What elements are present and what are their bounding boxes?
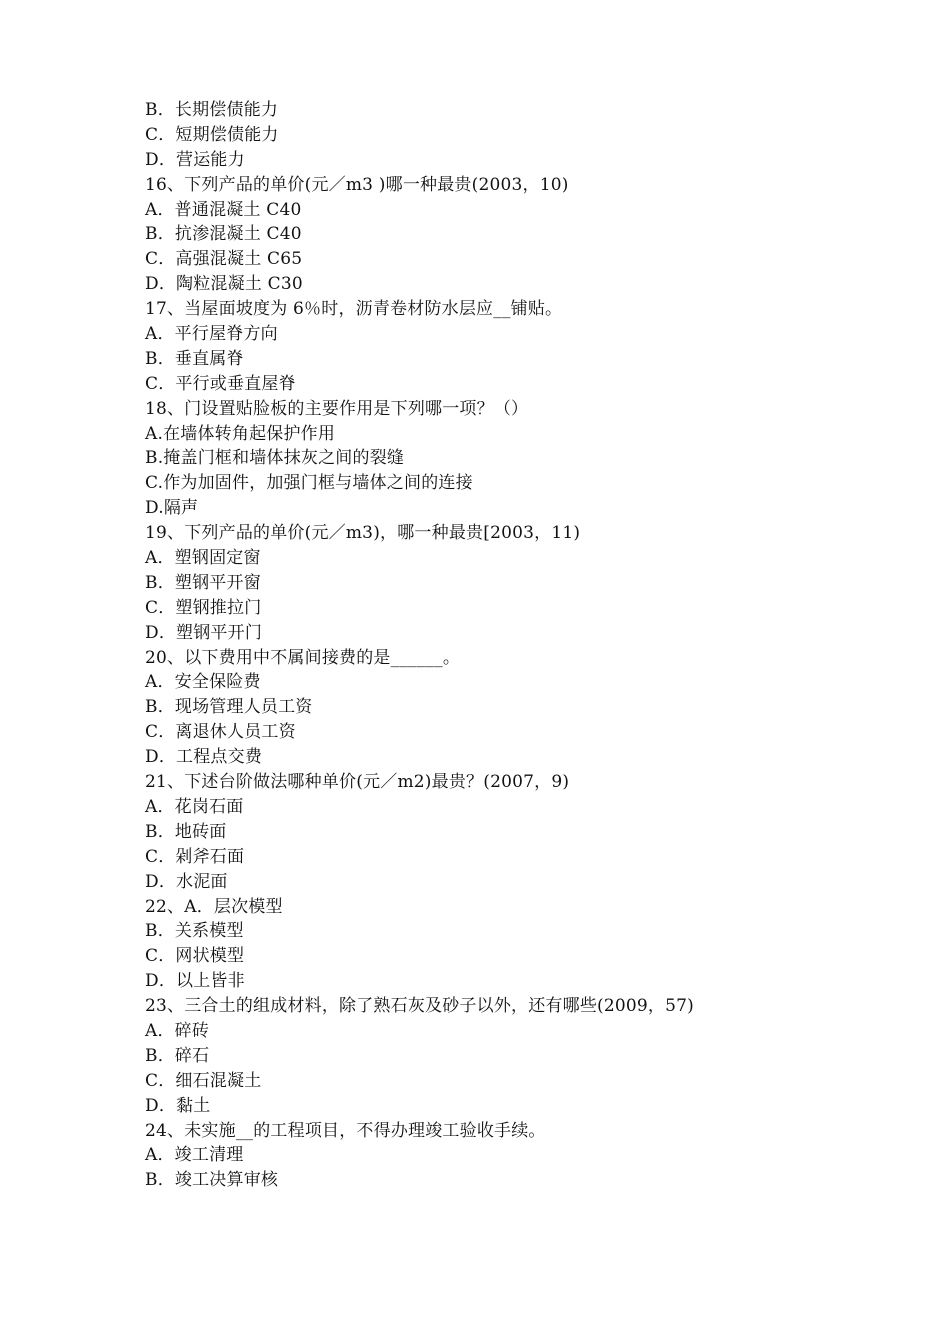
option-line: C．高强混凝土 C65	[145, 249, 303, 270]
option-line: D．陶粒混凝土 C30	[145, 274, 303, 295]
option-line: D．塑钢平开门	[145, 622, 263, 643]
option-line: B．地砖面	[145, 821, 227, 842]
question-line: 23、三合土的组成材料，除了熟石灰及砂子以外，还有哪些(2009，57)	[145, 996, 694, 1017]
option-line: B．抗渗混凝土 C40	[145, 224, 302, 245]
option-line: A．普通混凝土 C40	[145, 199, 302, 220]
option-line: C．细石混凝土	[145, 1070, 262, 1091]
option-line: A．塑钢固定窗	[145, 548, 261, 569]
option-line: C.作为加固件，加强门框与墙体之间的连接	[145, 473, 473, 494]
question-line: 22、A．层次模型	[145, 896, 283, 917]
option-line: C．离退休人员工资	[145, 722, 296, 743]
option-line: A．花岗石面	[145, 796, 244, 817]
option-line: D．以上皆非	[145, 971, 245, 992]
option-line: B．竣工决算审核	[145, 1170, 279, 1191]
option-line: D.隔声	[145, 498, 199, 519]
option-line: B．关系模型	[145, 921, 244, 942]
option-line: A．平行屋脊方向	[145, 324, 278, 345]
question-line: 24、未实施__的工程项目，不得办理竣工验收手续。	[145, 1120, 546, 1141]
option-line: C．短期偿债能力	[145, 124, 279, 145]
question-line: 20、以下费用中不属间接费的是______。	[145, 647, 461, 668]
option-line: D．营运能力	[145, 149, 245, 170]
option-line: B．碎石	[145, 1045, 210, 1066]
question-line: 18、门设置贴脸板的主要作用是下列哪一项？（）	[145, 398, 529, 419]
option-line: C．剁斧石面	[145, 846, 245, 867]
option-line: C．平行或垂直屋脊	[145, 373, 296, 394]
option-line: D．黏土	[145, 1095, 211, 1116]
question-list	[145, 98, 845, 1193]
option-line: A．碎砖	[145, 1020, 210, 1041]
option-line: D．工程点交费	[145, 747, 263, 768]
question-line: 17、当屋面坡度为 6％时，沥青卷材防水层应__铺贴。	[145, 299, 563, 320]
question-line: 21、下述台阶做法哪种单价(元／m2)最贵？(2007，9)	[145, 772, 570, 793]
option-line: A．竣工清理	[145, 1145, 244, 1166]
question-line: 16、下列产品的单价(元／m3 )哪一种最贵(2003，10)	[145, 174, 569, 195]
option-line: B．长期偿债能力	[145, 100, 279, 120]
option-line: B．塑钢平开窗	[145, 572, 261, 593]
option-line: C．网状模型	[145, 946, 245, 967]
option-line: B．现场管理人员工资	[145, 697, 313, 718]
option-line: B.掩盖门框和墙体抹灰之间的裂缝	[145, 448, 405, 469]
option-line: C．塑钢推拉门	[145, 597, 262, 618]
question-line: 19、下列产品的单价(元／m3)，哪一种最贵[2003，11)	[145, 523, 581, 544]
option-line: D．水泥面	[145, 871, 228, 892]
option-line: A.在墙体转角起保护作用	[145, 423, 336, 444]
option-line: B．垂直属脊	[145, 348, 244, 369]
option-line: A．安全保险费	[145, 672, 261, 693]
